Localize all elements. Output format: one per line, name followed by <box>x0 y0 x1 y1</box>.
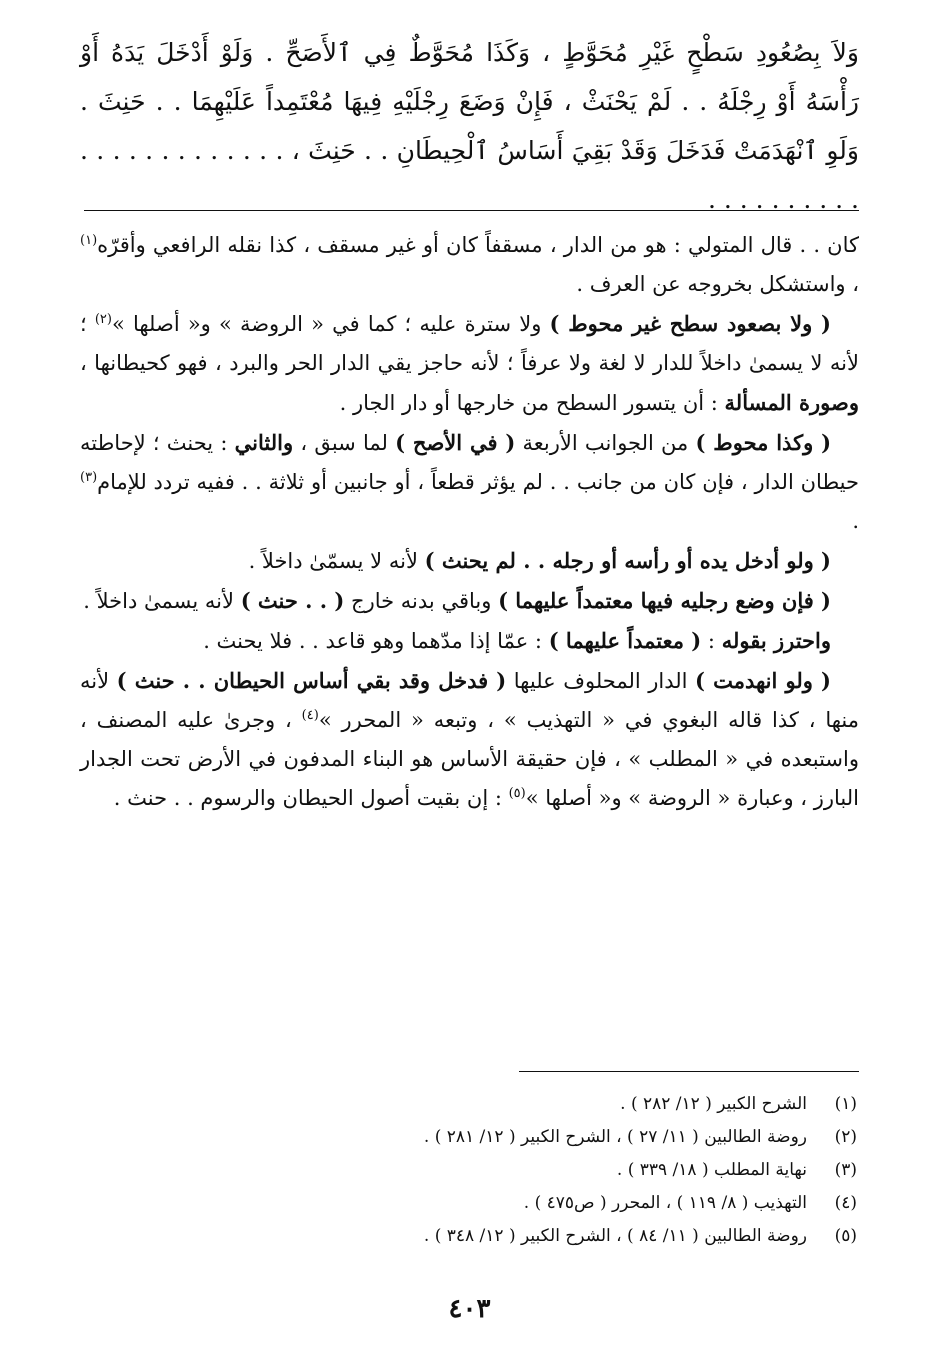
text-run: . <box>852 509 859 533</box>
bold-quote: ( . . حنث ) <box>240 588 345 613</box>
footnote <box>80 1088 857 1121</box>
text-run: وباقي بدنه خارج <box>344 589 499 613</box>
bold-quote: ( ولو انهدمت ) <box>694 668 831 693</box>
text-run: ، وجرىٰ عليه المصنف ، واستبعده في « المطلب » ، فإن حقيقة الأساس هو البناء المدفون في الأرض تحت الجدار البارز ، وعبارة « الروضة » و« أصلها » <box>80 708 859 810</box>
footnote-ref: (١) <box>80 233 98 248</box>
text-run: لأنه يسمىٰ داخلاً . <box>83 589 241 613</box>
commentary-text <box>80 226 859 818</box>
bold-quote: ( في الأصح ) <box>395 430 516 455</box>
footnote <box>80 1121 857 1154</box>
bold-quote: ( معتمداً عليهما ) <box>548 628 702 653</box>
matn-paragraph: وَلاَ بِصُعُودِ سَطْحٍ غَيْرِ مُحَوَّطٍ ، وَكَذَا مُحَوَّطٌ فِي ٱلأَصَحِّ . وَلَوْ أَدْخَلَ يَدَهُ أَوْ رَأْسَهُ أَوْ رِجْلَهُ . . لَمْ يَحْنَثْ ، فَإِنْ وَضَعَ رِجْلَيْهِ فِيهَا مُعْتَمِداً عَلَيْهِمَا . . حَنِثَ . وَلَوِ ٱنْهَدَمَتْ فَدَخَلَ وَقَدْ بَقِيَ أَسَاسُ ٱلْحِيطَانِ . . حَنِثَ ، . . . . . . . . . . . . . . . . . . . . . . . <box>80 38 859 214</box>
matn-divider <box>84 210 859 211</box>
footnote-text: نهاية المطلب ( ١٨/ ٣٣٩ ) . <box>616 1160 807 1180</box>
footnote-text: روضة الطالبين ( ١١/ ٨٤ ) ، الشرح الكبير ( ١٢/ ٣٤٨ ) . <box>423 1226 807 1246</box>
commentary-paragraph <box>80 581 859 621</box>
bold-quote: وصورة المسألة <box>724 390 859 415</box>
text-run: ؛ لأنه لا يسمىٰ داخلاً للدار لا لغة ولا عرفاً ؛ لأنه حاجز يقي الدار الحر والبرد ، فهو كحيطانها ، <box>80 312 859 375</box>
bold-quote: والثاني <box>234 430 294 455</box>
text-run: ولا سترة عليه ؛ كما في « الروضة » و« أصلها » <box>111 312 550 336</box>
footnote-number: (٢) <box>834 1127 857 1147</box>
commentary-paragraph <box>80 226 859 304</box>
text-run: : إن بقيت أصول الحيطان والرسوم . . حنث . <box>113 786 509 810</box>
footnote <box>80 1187 857 1220</box>
commentary-paragraph <box>80 304 859 423</box>
text-run: من الجوانب الأربعة <box>515 431 696 455</box>
footnote-text: الشرح الكبير ( ١٢/ ٢٨٢ ) . <box>620 1094 807 1114</box>
text-run: : <box>701 629 722 653</box>
commentary-paragraph <box>80 661 859 818</box>
bold-quote: ( ولا بصعود سطح غير محوط ) <box>549 311 831 336</box>
text-run: : عمّا إذا مدّهما وهو قاعد . . فلا يحنث . <box>203 629 549 653</box>
text-run: لأنه منها ، كذا قاله البغوي في « التهذيب » ، وتبعه « المحرر » <box>80 669 859 732</box>
footnote-ref: (٤) <box>301 708 319 723</box>
footnote-ref: (٣) <box>80 470 98 485</box>
footnote-number: (٤) <box>834 1193 857 1213</box>
bold-quote: ( وكذا محوط ) <box>695 430 832 455</box>
commentary-paragraph <box>80 423 859 541</box>
text-run: كان . . قال المتولي : هو من الدار ، مسقفاً كان أو غير مسقف ، كذا نقله الرافعي وأقرّه <box>97 233 859 257</box>
footnote-ref: (٢) <box>94 312 112 327</box>
footnotes <box>80 1088 857 1253</box>
text-run: : يحنث ؛ لإحاطته حيطان الدار ، فإن كان من جانب . . لم يؤثر قطعاً ، أو جانبين أو ثلاثة . . ففيه تردد للإمام <box>80 431 859 494</box>
footnote-number: (١) <box>834 1094 857 1114</box>
footnote-text: روضة الطالبين ( ١١/ ٢٧ ) ، الشرح الكبير ( ١٢/ ٢٨١ ) . <box>423 1127 807 1147</box>
footnote-text: التهذيب ( ٨/ ١١٩ ) ، المحرر ( ص٤٧٥ ) . <box>523 1193 807 1213</box>
footnote <box>80 1220 857 1253</box>
footnote-number: (٥) <box>834 1226 857 1246</box>
footnote-ref: (٥) <box>508 786 526 801</box>
matn-text <box>80 28 859 224</box>
text-run: ، واستشكل بخروجه عن العرف . <box>576 272 859 296</box>
text-run: لأنه لا يسمّىٰ داخلاً . <box>248 549 425 573</box>
page-number: ٤٠٣ <box>448 1294 491 1324</box>
footnote-number: (٣) <box>834 1160 857 1180</box>
footnote <box>80 1154 857 1187</box>
text-run: الدار المحلوف عليها <box>506 669 695 693</box>
text-run: : أن يتسور السطح من خارجها أو دار الجار . <box>339 391 725 415</box>
bold-quote: ( ولو أدخل يده أو رأسه أو رجله . . لم يحنث ) <box>424 548 831 573</box>
bold-quote: واحترز بقوله <box>721 628 831 653</box>
commentary-paragraph <box>80 541 859 581</box>
footnote-divider <box>519 1071 859 1072</box>
commentary-paragraph <box>80 621 859 661</box>
bold-quote: ( فدخل وقد بقي أساس الحيطان . . حنث ) <box>116 668 507 693</box>
bold-quote: ( فإن وضع رجليه فيها معتمداً عليهما ) <box>498 588 831 613</box>
text-run: لما سبق ، <box>293 431 396 455</box>
